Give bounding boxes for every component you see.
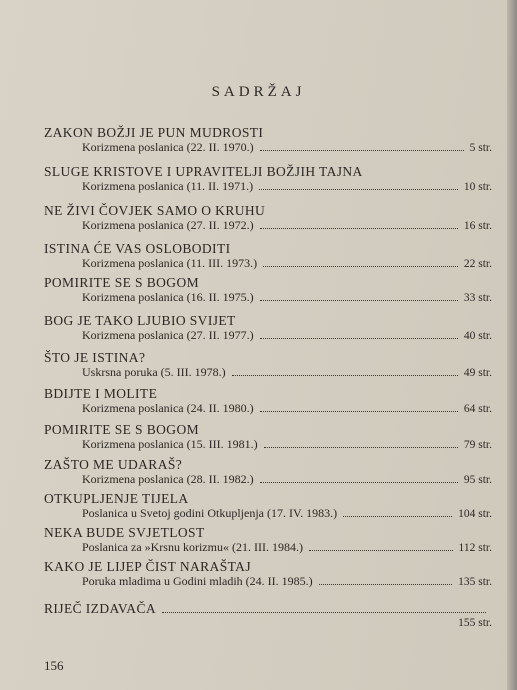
toc-entry-heading: BOG JE TAKO LJUBIO SVIJET [44,313,236,328]
toc-entry [44,559,492,590]
toc-entry-subtitle: Korizmena poslanica (15. III. 1981.) [82,437,258,451]
toc-entry-subtitle: Korizmena poslanica (22. II. 1970.) [82,140,254,154]
toc-entry-subtitle: Uskrsna poruka (5. III. 1978.) [82,365,226,379]
toc-entry-subline [82,437,492,453]
toc-entry-subtitle: Korizmena poslanica (16. II. 1975.) [82,290,254,304]
toc-entry [44,125,492,156]
toc-entry [44,491,492,522]
dot-leader [263,266,458,267]
toc-entry-page: 64 str. [463,403,492,415]
dot-leader [264,447,458,448]
toc-entry [44,275,492,306]
dot-leader [260,411,458,412]
toc-entry-page: 49 str. [463,367,492,379]
toc-entry-subline [82,472,492,488]
toc-entry-heading: POMIRITE SE S BOGOM [44,275,199,290]
toc-entry-subline [82,328,492,344]
dot-leader [232,375,458,376]
toc-entry-subtitle: Poslanica za »Krsnu korizmu« (21. III. 1984.) [82,540,303,554]
toc-entry-subline [82,218,492,234]
toc-entry-subtitle: Korizmena poslanica (11. II. 1971.) [82,179,254,193]
toc-entry-page: 10 str. [463,181,492,193]
toc-entry-subline [82,540,492,556]
dot-leader [162,612,486,613]
page-title: SADRŽAJ [211,84,306,100]
toc-entry-heading: ZAŠTO ME UDARAŠ? [44,457,183,472]
toc-entry-subtitle: Poslanica u Svetoj godini Otkupljenja (17. IV. 1983.) [82,506,338,520]
toc-entry-heading: OTKUPLJENJE TIJELA [44,491,189,506]
toc-entry-subline [82,365,492,381]
toc-entry-heading: BDIJTE I MOLITE [44,386,158,401]
toc-entry-heading: NEKA BUDE SVJETLOST [44,525,205,540]
dot-leader [260,338,458,339]
dot-leader [343,516,452,517]
toc-entry-page: 40 str. [463,330,492,342]
toc-entry-page: 135 str. [458,576,492,588]
toc-entry-page: 104 str. [458,508,492,520]
toc-entry-heading: KAKO JE LIJEP ČIST NARAŠTAJ [44,559,251,574]
toc-entry-page: 16 str. [463,220,492,232]
toc-entry-heading: ŠTO JE ISTINA? [44,350,146,365]
dot-leader [259,189,458,190]
dot-leader [260,228,458,229]
dot-leader [260,300,458,301]
toc-entry-heading: ZAKON BOŽJI JE PUN MUDROSTI [44,125,264,140]
page-number: 156 [44,658,64,673]
toc-entry-subline [82,290,492,306]
toc-entry [44,350,492,381]
toc-entry-page: 79 str. [463,439,492,451]
toc-entry-subtitle: Korizmena poslanica (27. II. 1977.) [82,328,254,342]
dot-leader [260,150,464,151]
toc-entry-subtitle: Korizmena poslanica (24. II. 1980.) [82,401,254,415]
toc-entry [44,525,492,556]
toc-entry-subline [82,140,492,156]
toc-entry-subline [82,179,492,195]
toc-entry-subline [82,506,492,522]
toc-entry-subtitle: Poruka mladima u Godini mladih (24. II. 1985.) [82,574,313,588]
toc-entry-subline [82,401,492,417]
dot-leader [309,550,453,551]
toc-entry-page: 112 str. [458,542,492,554]
toc-entry [44,422,492,453]
toc-entry-page: 95 str. [463,474,492,486]
toc-entry-page: 22 str. [463,258,492,270]
toc-entry [44,241,492,272]
toc-entry [44,203,492,234]
toc-entry-page: 5 str. [469,142,492,154]
toc-entry-subtitle: Korizmena poslanica (28. II. 1982.) [82,472,254,486]
dot-leader [260,482,458,483]
toc-entry [44,457,492,488]
toc-entry-subtitle: Korizmena poslanica (11. III. 1973.) [82,256,258,270]
toc-entry-heading: RIJEČ IZDAVAČA [44,601,156,616]
dot-leader [319,584,452,585]
toc-entry [44,164,492,195]
toc-entry-page: 33 str. [463,292,492,304]
toc-entry [44,313,492,344]
toc-entry-subline [82,256,492,272]
toc-entry-heading: SLUGE KRISTOVE I UPRAVITELJI BOŽJIH TAJNA [44,164,363,179]
toc-entry-subtitle: Korizmena poslanica (27. II. 1972.) [82,218,254,232]
toc-entry-heading: ISTINA ĆE VAS OSLOBODITI [44,241,231,256]
toc-entry-final [44,601,492,630]
toc-entry-heading: POMIRITE SE S BOGOM [44,422,199,437]
toc-entry-heading: NE ŽIVI ČOVJEK SAMO O KRUHU [44,203,266,218]
toc-entry [44,386,492,417]
toc-entry-page: 155 str. [458,617,492,629]
toc-entry-subline [82,574,492,590]
